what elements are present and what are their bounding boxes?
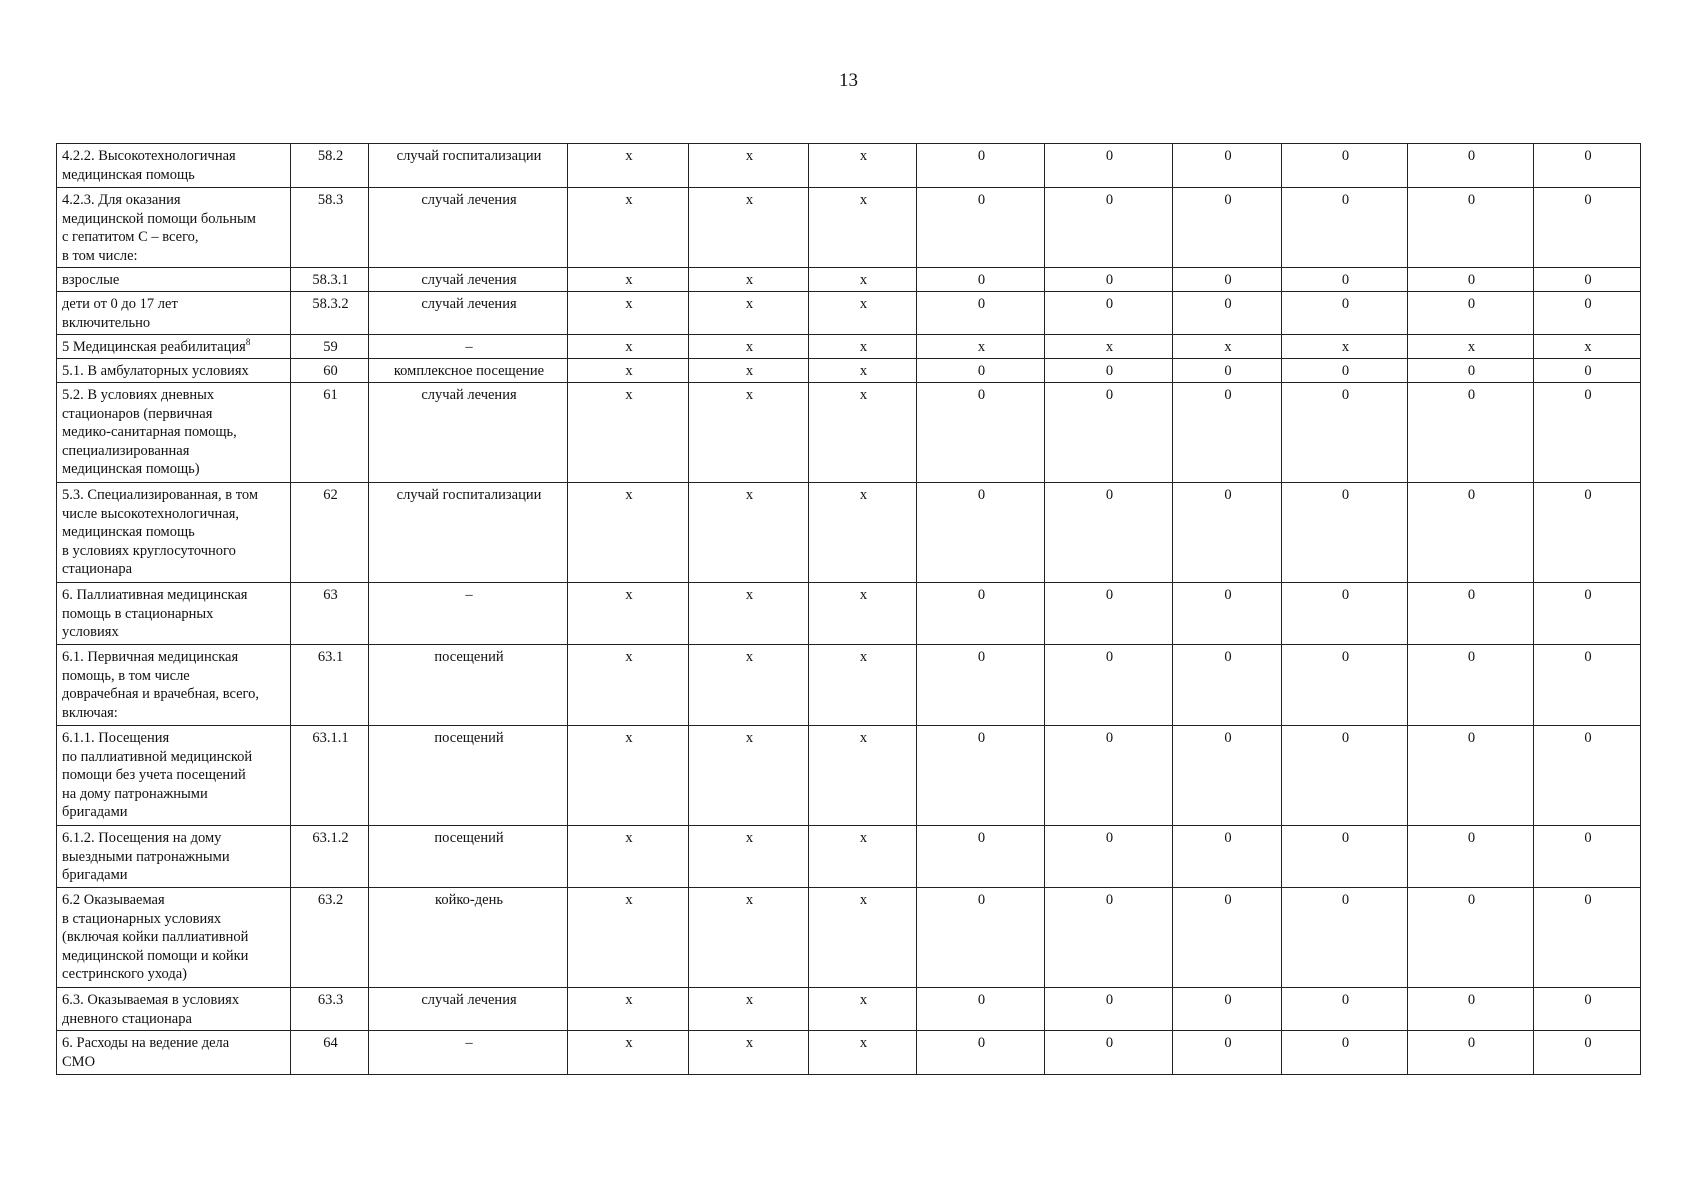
row-unit: случай госпитализации xyxy=(369,144,568,188)
row-line-number: 58.3.2 xyxy=(291,292,369,335)
data-table xyxy=(56,143,1641,1075)
row-line-number: 59 xyxy=(291,335,369,359)
row-value-cell: 0 xyxy=(1534,826,1641,888)
row-value-cell: 0 xyxy=(917,645,1045,726)
row-value-cell: x xyxy=(809,188,917,268)
row-value-cell: 0 xyxy=(1045,483,1173,583)
row-name: дети от 0 до 17 лет включительно xyxy=(62,296,178,331)
row-value-cell: 0 xyxy=(1534,583,1641,645)
row-value-cell: 0 xyxy=(1045,888,1173,988)
row-value-cell: 0 xyxy=(1534,726,1641,826)
row-name-cell xyxy=(57,292,291,335)
row-name-cell xyxy=(57,826,291,888)
row-name-cell xyxy=(57,188,291,268)
table-row xyxy=(57,583,1641,645)
row-line-number: 63.3 xyxy=(291,988,369,1031)
row-unit: – xyxy=(369,583,568,645)
row-line-number: 63.1 xyxy=(291,645,369,726)
row-value-cell: 0 xyxy=(1408,144,1534,188)
row-unit: случай лечения xyxy=(369,268,568,292)
row-value-cell: x xyxy=(568,383,689,483)
row-value-cell: 0 xyxy=(1282,645,1408,726)
row-line-number: 58.3 xyxy=(291,188,369,268)
row-line-number: 58.2 xyxy=(291,144,369,188)
row-value-cell: x xyxy=(689,645,809,726)
row-unit: случай лечения xyxy=(369,292,568,335)
row-name: 4.2.2. Высокотехнологичная медицинская помощь xyxy=(62,148,236,183)
row-value-cell: 0 xyxy=(1534,383,1641,483)
row-value-cell: 0 xyxy=(1173,383,1282,483)
row-value-cell: 0 xyxy=(1408,645,1534,726)
row-value-cell: 0 xyxy=(1045,988,1173,1031)
row-name: 6.1.1. Посещения по паллиативной медицинской помощи без учета посещений на дому патронажными бригадами xyxy=(62,730,253,820)
row-name: 5.3. Специализированная, в том числе высокотехнологичная, медицинская помощь в условиях круглосуточного стационара xyxy=(62,487,259,577)
row-value-cell: x xyxy=(917,335,1045,359)
row-value-cell: x xyxy=(568,1031,689,1075)
row-unit: случай лечения xyxy=(369,188,568,268)
row-value-cell: x xyxy=(568,988,689,1031)
row-value-cell: 0 xyxy=(1173,726,1282,826)
row-name-cell xyxy=(57,335,291,359)
row-name-cell xyxy=(57,383,291,483)
row-value-cell: 0 xyxy=(1534,188,1641,268)
row-name: 5.1. В амбулаторных условиях xyxy=(62,363,249,379)
row-name: взрослые xyxy=(62,272,120,288)
row-value-cell: x xyxy=(1408,335,1534,359)
row-value-cell: x xyxy=(568,483,689,583)
row-value-cell: x xyxy=(568,826,689,888)
row-value-cell: 0 xyxy=(1173,583,1282,645)
row-value-cell: 0 xyxy=(917,888,1045,988)
row-value-cell: x xyxy=(809,144,917,188)
row-value-cell: 0 xyxy=(1408,292,1534,335)
row-value-cell: x xyxy=(809,335,917,359)
row-value-cell: 0 xyxy=(1045,726,1173,826)
row-line-number: 62 xyxy=(291,483,369,583)
row-value-cell: 0 xyxy=(1534,645,1641,726)
row-unit: посещений xyxy=(369,645,568,726)
row-value-cell: x xyxy=(689,335,809,359)
row-name: 6.2 Оказываемая в стационарных условиях (включая койки паллиативной медицинской помощи и койки сестринского ухода) xyxy=(62,892,249,982)
row-value-cell: 0 xyxy=(1045,188,1173,268)
row-unit: посещений xyxy=(369,826,568,888)
row-value-cell: 0 xyxy=(917,583,1045,645)
row-line-number: 60 xyxy=(291,359,369,383)
row-value-cell: 0 xyxy=(1534,483,1641,583)
row-value-cell: 0 xyxy=(917,268,1045,292)
row-value-cell: 0 xyxy=(917,483,1045,583)
row-name: 6. Паллиативная медицинская помощь в стационарных условиях xyxy=(62,587,248,640)
row-value-cell: 0 xyxy=(1282,483,1408,583)
row-unit: случай госпитализации xyxy=(369,483,568,583)
row-value-cell: x xyxy=(689,483,809,583)
row-value-cell: x xyxy=(568,188,689,268)
row-value-cell: 0 xyxy=(1534,268,1641,292)
row-unit: – xyxy=(369,335,568,359)
row-value-cell: 0 xyxy=(1282,888,1408,988)
row-value-cell: 0 xyxy=(1045,1031,1173,1075)
row-value-cell: 0 xyxy=(1282,988,1408,1031)
row-value-cell: 0 xyxy=(917,359,1045,383)
row-value-cell: 0 xyxy=(1282,383,1408,483)
row-value-cell: x xyxy=(689,268,809,292)
table-row xyxy=(57,888,1641,988)
row-value-cell: 0 xyxy=(1534,888,1641,988)
row-name-cell xyxy=(57,1031,291,1075)
row-name-cell xyxy=(57,888,291,988)
row-value-cell: 0 xyxy=(1282,268,1408,292)
row-value-cell: x xyxy=(809,1031,917,1075)
table-row xyxy=(57,268,1641,292)
page-number: 13 xyxy=(839,70,858,91)
row-value-cell: x xyxy=(809,988,917,1031)
row-value-cell: 0 xyxy=(1173,359,1282,383)
row-value-cell: 0 xyxy=(1408,359,1534,383)
row-value-cell: x xyxy=(568,144,689,188)
row-line-number: 64 xyxy=(291,1031,369,1075)
row-value-cell: 0 xyxy=(917,1031,1045,1075)
row-value-cell: 0 xyxy=(1408,888,1534,988)
row-value-cell: 0 xyxy=(1408,1031,1534,1075)
row-value-cell: x xyxy=(689,988,809,1031)
row-line-number: 63 xyxy=(291,583,369,645)
row-value-cell: 0 xyxy=(1045,292,1173,335)
table-row xyxy=(57,988,1641,1031)
row-name-cell xyxy=(57,726,291,826)
row-line-number: 63.1.1 xyxy=(291,726,369,826)
row-unit: койко-день xyxy=(369,888,568,988)
row-value-cell: 0 xyxy=(1045,583,1173,645)
table-row xyxy=(57,826,1641,888)
row-name: 6.1.2. Посещения на дому выездными патронажными бригадами xyxy=(62,830,230,883)
row-name-cell xyxy=(57,359,291,383)
row-value-cell: x xyxy=(809,826,917,888)
table-row xyxy=(57,726,1641,826)
row-name: 6. Расходы на ведение дела СМО xyxy=(62,1035,230,1070)
row-name-cell xyxy=(57,268,291,292)
row-unit: случай лечения xyxy=(369,988,568,1031)
row-value-cell: 0 xyxy=(1173,888,1282,988)
row-value-cell: 0 xyxy=(1534,144,1641,188)
row-value-cell: 0 xyxy=(917,383,1045,483)
row-value-cell: x xyxy=(568,359,689,383)
row-value-cell: 0 xyxy=(1173,645,1282,726)
row-line-number: 63.2 xyxy=(291,888,369,988)
row-value-cell: 0 xyxy=(1282,826,1408,888)
row-value-cell: x xyxy=(809,583,917,645)
row-value-cell: x xyxy=(809,888,917,988)
row-value-cell: 0 xyxy=(1173,1031,1282,1075)
row-value-cell: x xyxy=(809,359,917,383)
row-value-cell: 0 xyxy=(1534,1031,1641,1075)
row-value-cell: x xyxy=(568,292,689,335)
row-value-cell: 0 xyxy=(1173,826,1282,888)
row-value-cell: x xyxy=(809,383,917,483)
table-row xyxy=(57,292,1641,335)
row-value-cell: x xyxy=(1534,335,1641,359)
row-value-cell: x xyxy=(568,268,689,292)
row-name-cell xyxy=(57,645,291,726)
row-value-cell: x xyxy=(689,292,809,335)
row-value-cell: 0 xyxy=(1045,268,1173,292)
table-row xyxy=(57,335,1641,359)
row-line-number: 61 xyxy=(291,383,369,483)
row-value-cell: x xyxy=(809,726,917,826)
row-value-cell: 0 xyxy=(1282,188,1408,268)
row-value-cell: 0 xyxy=(1173,292,1282,335)
row-value-cell: x xyxy=(689,383,809,483)
row-value-cell: x xyxy=(689,888,809,988)
row-value-cell: 0 xyxy=(1282,144,1408,188)
row-value-cell: 0 xyxy=(1408,726,1534,826)
row-unit: – xyxy=(369,1031,568,1075)
row-value-cell: 0 xyxy=(1282,583,1408,645)
table-row xyxy=(57,483,1641,583)
row-value-cell: 0 xyxy=(1173,988,1282,1031)
row-value-cell: 0 xyxy=(917,292,1045,335)
row-value-cell: 0 xyxy=(1408,988,1534,1031)
row-value-cell: x xyxy=(1045,335,1173,359)
table-row xyxy=(57,1031,1641,1075)
table-row xyxy=(57,383,1641,483)
row-name-cell xyxy=(57,988,291,1031)
row-name-cell xyxy=(57,583,291,645)
row-name-cell xyxy=(57,144,291,188)
table-row xyxy=(57,188,1641,268)
row-name: 6.1. Первичная медицинская помощь, в том числе доврачебная и врачебная, всего, включая: xyxy=(62,649,260,721)
row-value-cell: x xyxy=(568,888,689,988)
row-value-cell: x xyxy=(689,1031,809,1075)
row-value-cell: x xyxy=(809,292,917,335)
row-value-cell: 0 xyxy=(1045,645,1173,726)
table-row xyxy=(57,144,1641,188)
row-value-cell: x xyxy=(1282,335,1408,359)
row-value-cell: 0 xyxy=(917,726,1045,826)
row-value-cell: 0 xyxy=(1173,483,1282,583)
table-body xyxy=(57,144,1641,1075)
row-value-cell: 0 xyxy=(1534,988,1641,1031)
row-value-cell: 0 xyxy=(1173,268,1282,292)
row-value-cell: 0 xyxy=(917,988,1045,1031)
row-value-cell: 0 xyxy=(917,826,1045,888)
row-value-cell: 0 xyxy=(1173,188,1282,268)
row-value-cell: 0 xyxy=(1282,726,1408,826)
row-value-cell: 0 xyxy=(1408,583,1534,645)
table-row xyxy=(57,359,1641,383)
row-value-cell: 0 xyxy=(1282,1031,1408,1075)
row-name: 4.2.3. Для оказания медицинской помощи больным с гепатитом С – всего, в том числе: xyxy=(62,192,256,264)
row-unit: комплексное посещение xyxy=(369,359,568,383)
row-value-cell: x xyxy=(809,483,917,583)
row-name: 5 Медицинская реабилитация xyxy=(62,339,246,355)
row-value-cell: x xyxy=(689,144,809,188)
row-value-cell: 0 xyxy=(1408,483,1534,583)
row-value-cell: 0 xyxy=(1045,826,1173,888)
row-value-cell: 0 xyxy=(1408,188,1534,268)
row-value-cell: 0 xyxy=(1173,144,1282,188)
row-value-cell: 0 xyxy=(1282,292,1408,335)
row-value-cell: 0 xyxy=(917,188,1045,268)
row-value-cell: 0 xyxy=(1408,383,1534,483)
row-value-cell: x xyxy=(689,359,809,383)
row-line-number: 58.3.1 xyxy=(291,268,369,292)
row-value-cell: x xyxy=(568,335,689,359)
table-row xyxy=(57,645,1641,726)
row-value-cell: x xyxy=(568,645,689,726)
row-name-cell xyxy=(57,483,291,583)
row-line-number: 63.1.2 xyxy=(291,826,369,888)
footnote-marker: 8 xyxy=(245,337,251,348)
row-name: 6.3. Оказываемая в условиях дневного стационара xyxy=(62,992,240,1027)
row-value-cell: x xyxy=(809,268,917,292)
row-value-cell: 0 xyxy=(1534,292,1641,335)
row-value-cell: 0 xyxy=(1408,268,1534,292)
row-value-cell: 0 xyxy=(1045,359,1173,383)
row-name: 5.2. В условиях дневных стационаров (первичная медико-санитарная помощь, специализированная медицинская помощь) xyxy=(62,387,237,477)
row-value-cell: 0 xyxy=(917,144,1045,188)
row-value-cell: x xyxy=(568,726,689,826)
row-unit: посещений xyxy=(369,726,568,826)
row-value-cell: x xyxy=(689,583,809,645)
row-value-cell: 0 xyxy=(1534,359,1641,383)
row-value-cell: x xyxy=(689,726,809,826)
row-value-cell: x xyxy=(1173,335,1282,359)
row-value-cell: x xyxy=(568,583,689,645)
row-value-cell: 0 xyxy=(1408,826,1534,888)
row-value-cell: x xyxy=(689,826,809,888)
row-value-cell: x xyxy=(689,188,809,268)
row-unit: случай лечения xyxy=(369,383,568,483)
row-value-cell: x xyxy=(809,645,917,726)
row-value-cell: 0 xyxy=(1045,383,1173,483)
row-value-cell: 0 xyxy=(1282,359,1408,383)
row-value-cell: 0 xyxy=(1045,144,1173,188)
